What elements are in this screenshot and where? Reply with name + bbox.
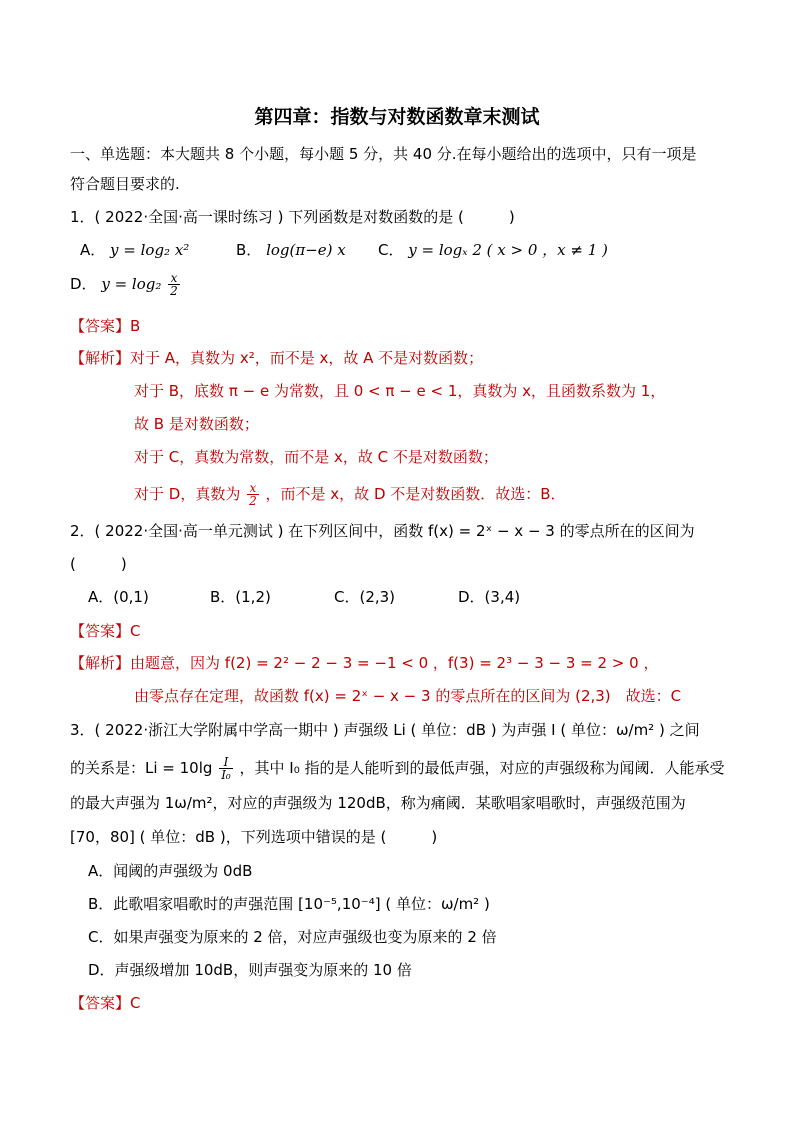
q1-analysis-tag: 【解析】	[70, 349, 131, 367]
q1-analysis-line5-pre: 对于 D，真数为	[134, 485, 241, 503]
q3-answer-value: C	[130, 994, 141, 1012]
q1-option-a	[80, 239, 189, 261]
q2-stem-paren: ( )	[70, 555, 127, 573]
q1-analysis-line1	[70, 347, 483, 369]
q2-stem: 2．( 2022·全国·高一单元测试 ) 在下列区间中，函数 f(x) = 2ˣ − x − 3 的零点所在的区间为	[70, 522, 695, 540]
q1-option-d-numerator: x	[168, 272, 180, 285]
q1-option-d-label: D．	[70, 275, 97, 293]
q2-answer-value: C	[130, 622, 141, 640]
q2-analysis-line1	[70, 652, 658, 674]
q1-option-d-fraction	[168, 272, 180, 297]
q3-stem-line2-post: ，其中 I₀ 指的是人能听到的最低声强，对应的声强级称为闻阈．人能承受	[239, 759, 725, 777]
q1-option-c-label: C．	[378, 241, 404, 259]
q1-analysis-fraction-num: x	[247, 482, 259, 495]
q3-stem-line3: 的最大声强为 1ω/m²，对应的声强级为 120dB，称为痛阈．某歌唱家唱歌时，声强级范围为	[70, 794, 686, 812]
q1-option-c	[378, 239, 608, 261]
q3-stem-line4: [70，80] ( 单位：dB )，下列选项中错误的是 ( )	[70, 828, 438, 846]
q1-answer-value: B	[130, 317, 141, 335]
q2-analysis-tag: 【解析】	[70, 654, 131, 672]
q1-analysis-line5-post: ，而不是 x，故 D 不是对数函数．故选：B．	[265, 485, 566, 503]
q2-option-d: D．(3,4)	[458, 588, 521, 606]
q1-option-b	[236, 239, 346, 261]
q2-analysis-line2: 由零点存在定理，故函数 f(x) = 2ˣ − x − 3 的零点所在的区间为 (2,3) 故选：C	[134, 687, 682, 705]
q3-option-a: A．闻阈的声强级为 0dB	[88, 862, 253, 880]
q1-option-b-label: B．	[236, 241, 262, 259]
q1-analysis-line3: 故 B 是对数函数；	[134, 415, 259, 433]
q3-option-d: D．声强级增加 10dB，则声强变为原来的 10 倍	[88, 961, 412, 979]
q2-option-a: A．(0,1)	[88, 588, 149, 606]
q3-stem-line2-pre: 的关系是：Li = 10lg	[70, 759, 213, 777]
q3-formula-numerator: I	[219, 756, 233, 769]
q1-analysis-text1: 对于 A，真数为 x²，而不是 x，故 A 不是对数函数；	[130, 349, 484, 367]
q3-answer-tag: 【答案】	[70, 994, 131, 1012]
q1-stem: 1．( 2022·全国·高一课时练习 ) 下列函数是对数函数的是 ( )	[70, 208, 515, 226]
q1-analysis-line2: 对于 B，底数 π − e 为常数，且 0 < π − e < 1，真数为 x，且函数系数为 1，	[134, 382, 666, 400]
q1-analysis-line5	[134, 482, 566, 507]
q2-analysis-text1: 由题意，因为 f(2) = 2² − 2 − 3 = −1 < 0 ，f(3) = 2³ − 3 − 3 = 2 > 0 ，	[130, 654, 659, 672]
q1-option-d-math: y = log₂	[101, 275, 162, 293]
q3-formula-fraction	[219, 756, 233, 781]
q3-stem-line2	[70, 756, 725, 781]
q2-option-b: B．(1,2)	[210, 588, 271, 606]
q1-option-a-label: A．	[80, 241, 106, 259]
page-title: 第四章：指数与对数函数章末测试	[254, 106, 540, 128]
q1-analysis-fraction	[247, 482, 259, 507]
q1-option-b-math: log(π−e) x	[266, 241, 346, 259]
section-instructions-line1: 一、单选题：本大题共 8 个小题，每小题 5 分，共 40 分.在每小题给出的选项中，只有一项是	[70, 145, 697, 163]
q2-answer	[70, 620, 141, 642]
q2-option-c: C．(2,3)	[334, 588, 396, 606]
q3-formula-denominator: I₀	[221, 768, 231, 782]
q1-analysis-line4: 对于 C，真数为常数，而不是 x，故 C 不是对数函数；	[134, 448, 498, 466]
q3-option-b: B．此歌唱家唱歌时的声强范围 [10⁻⁵,10⁻⁴] ( 单位：ω/m² )	[88, 895, 490, 913]
q3-stem-line1: 3．( 2022·浙江大学附属中学高一期中 ) 声强级 Li ( 单位：dB ) 为声强 I ( 单位：ω/m² ) 之间	[70, 721, 700, 739]
q3-answer	[70, 992, 141, 1014]
q2-answer-tag: 【答案】	[70, 622, 131, 640]
q1-answer	[70, 315, 140, 337]
q1-option-a-math: y = log₂ x²	[110, 241, 190, 259]
q3-option-c: C．如果声强变为原来的 2 倍，对应声强级也变为原来的 2 倍	[88, 928, 497, 946]
q1-option-d-denominator: 2	[170, 284, 178, 298]
q1-option-c-math: y = logₓ 2 ( x > 0 ，x ≠ 1 )	[408, 241, 608, 259]
q1-answer-tag: 【答案】	[70, 317, 131, 335]
q1-option-d	[70, 272, 182, 297]
q1-analysis-fraction-den: 2	[249, 494, 257, 508]
section-instructions-line2: 符合题目要求的.	[70, 175, 180, 193]
